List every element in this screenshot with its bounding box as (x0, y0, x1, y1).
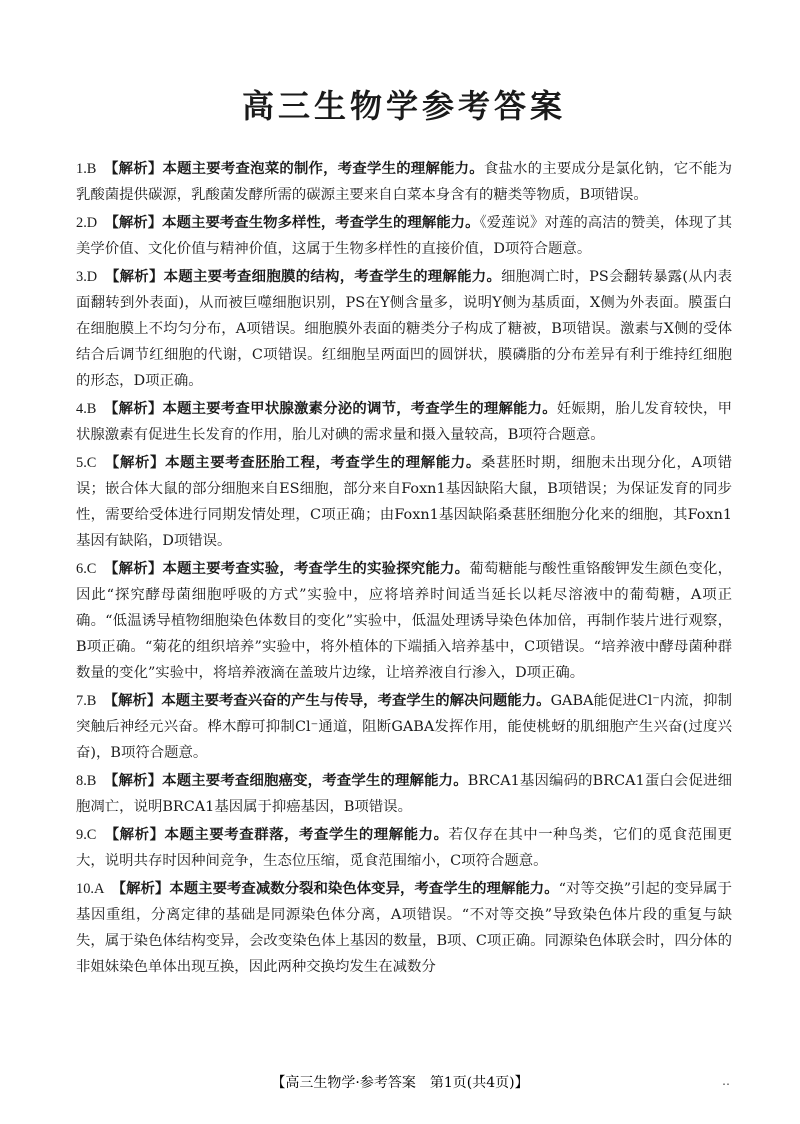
answer-body: GABA能促进Cl⁻内流，抑制突触后神经元兴奋。桦木醇可抑制Cl⁻通道，阻断GABA发挥作用，能使桃蚜的肌细胞产生兴奋(过度兴奋)，B项符合题意。 (76, 693, 732, 761)
answer-analysis-tag: 【解析】本题主要考查胚胎工程，考查学生的理解能力。 (112, 454, 481, 471)
answer-analysis-tag: 【解析】本题主要考查细胞癌变，考查学生的理解能力。 (111, 772, 468, 789)
answer-analysis-tag: 【解析】本题主要考查群落，考查学生的理解能力。 (111, 826, 449, 843)
answer-analysis-tag: 【解析】本题主要考查兴奋的产生与传导，考查学生的解决问题能力。 (110, 692, 551, 709)
answer-body: BRCA1基因编码的BRCA1蛋白会促进细胞凋亡，说明BRCA1基因属于抑癌基因，B项错误。 (76, 773, 732, 815)
answer-body: 食盐水的主要成分是氯化钠，它不能为乳酸菌提供碳源，乳酸菌发酵所需的碳源主要来自白菜本身含有的糖类等物质，B项错误。 (76, 161, 732, 203)
answer-analysis-tag: 【解析】本题主要考查生物多样性，考查学生的理解能力。 (111, 214, 480, 231)
answer-item-6 (76, 556, 732, 686)
answer-body: 若仅存在其中一种鸟类，它们的觅食范围更大，说明共存时因种间竞争，生态位压缩，觅食范围缩小，C项符合题意。 (76, 827, 732, 869)
answer-list (76, 156, 732, 980)
answer-item-8 (76, 768, 732, 820)
answer-item-3 (76, 264, 732, 394)
footer-mark: ‥ (721, 1074, 730, 1088)
answer-item-9 (76, 822, 732, 874)
answer-body: 葡萄糖能与酸性重铬酸钾发生颜色变化，因此“探究酵母菌细胞呼吸的方式”实验中，应将培养时间适当延长以耗尽溶液中的葡萄糖，A项正确。“低温诱导植物细胞染色体数目的变化”实验中，低温处理诱导染色体加倍，再制作装片进行观察，B项正确。“菊花的组织培养”实验中，将外植体的下端插入培养基中，C项错误。“培养液中酵母菌种群数量的变化”实验中，将培养液滴在盖玻片边缘，让培养液自行渗入，D项正确。 (76, 561, 733, 681)
answer-analysis-tag: 【解析】本题主要考查减数分裂和染色体变异，考查学生的理解能力。 (118, 880, 559, 897)
answer-number: 10.A (76, 881, 105, 897)
answer-item-2 (76, 210, 732, 262)
answer-number: 5.C (76, 455, 97, 471)
answer-item-1 (76, 156, 732, 208)
answer-number: 3.D (76, 269, 98, 285)
answer-number: 6.C (76, 561, 97, 577)
answer-number: 8.B (76, 773, 97, 789)
answer-body: “对等交换”引起的变异属于基因重组，分离定律的基础是同源染色体分离，A项错误。“不对等交换”导致染色体片段的重复与缺失，属于染色体结构变异，会改变染色体上基因的数量，B项、C项正确。同源染色体联会时，四分体的非姐妹染色单体出现互换，因此两种交换均发生在减数分 (76, 881, 732, 975)
answer-item-5 (76, 450, 732, 554)
answer-item-7 (76, 688, 732, 766)
answer-number: 1.B (76, 161, 97, 177)
answer-item-4 (76, 396, 732, 448)
answer-number: 4.B (76, 401, 97, 417)
answer-analysis-tag: 【解析】本题主要考查实验，考查学生的实验探究能力。 (111, 560, 470, 577)
answer-body: 妊娠期，胎儿发育较快，甲状腺激素有促进生长发育的作用，胎儿对碘的需求量和摄入量较高，B项符合题意。 (76, 401, 732, 443)
answer-analysis-tag: 【解析】本题主要考查甲状腺激素分泌的调节，考查学生的理解能力。 (111, 400, 557, 417)
answer-body: 桑葚胚时期，细胞未出现分化，A项错误；嵌合体大鼠的部分细胞来自ES细胞，部分来自Foxn1基因缺陷大鼠，B项错误；为保证发育的同步性，需要给受体进行同期发情处理，C项正确；由Foxn1基因缺陷桑葚胚细胞分化来的细胞，其Foxn1基因有缺陷，D项错误。 (76, 455, 732, 549)
answer-item-10 (76, 876, 732, 980)
answer-number: 9.C (76, 827, 97, 843)
page-title: 高三生物学参考答案 (241, 87, 566, 125)
answer-number: 2.D (76, 215, 98, 231)
answer-number: 7.B (76, 693, 97, 709)
answer-analysis-tag: 【解析】本题主要考查细胞膜的结构，考查学生的理解能力。 (112, 268, 502, 285)
answer-body: 《爱莲说》对莲的高洁的赞美，体现了其美学价值、文化价值与精神价值，这属于生物多样性的直接价值，D项符合题意。 (76, 215, 732, 257)
answer-analysis-tag: 【解析】本题主要考查泡菜的制作，考查学生的理解能力。 (111, 160, 484, 177)
page-footer: 【高三生物学·参考答案 第1页(共4页)】 (271, 1075, 529, 1091)
answer-body: 细胞凋亡时，PS会翻转暴露(从内表面翻转到外表面)，从而被巨噬细胞识别，PS在Y侧含量多，说明Y侧为基质面，X侧为外表面。膜蛋白在细胞膜上不均匀分布，A项错误。细胞膜外表面的糖类分子构成了糖被，B项错误。激素与X侧的受体结合后调节红细胞的代谢，C项错误。红细胞呈两面凹的圆饼状，膜磷脂的分布差异有利于维持红细胞的形态，D项正确。 (76, 269, 732, 389)
